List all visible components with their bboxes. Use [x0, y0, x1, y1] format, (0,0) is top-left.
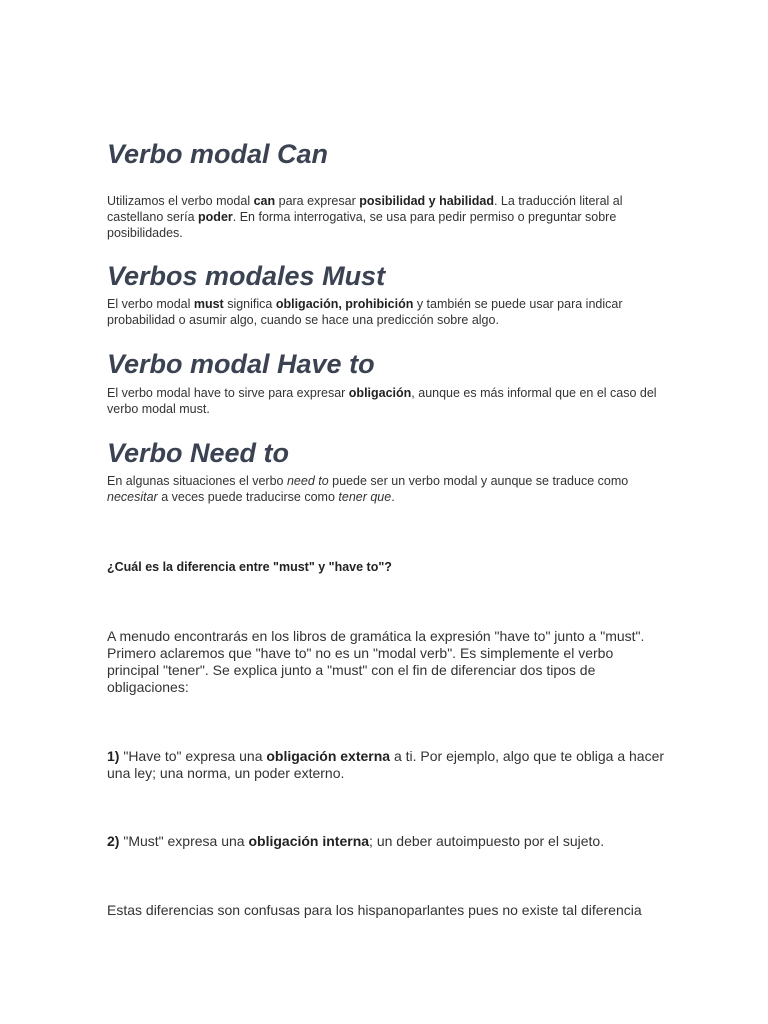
question-heading: ¿Cuál es la diferencia entre "must" y "have to"?	[107, 560, 392, 574]
bold-term: obligación, prohibición	[275, 297, 414, 311]
bold-term: posibilidad y habilidad	[359, 194, 494, 208]
bold-term: obligación externa	[266, 748, 391, 764]
intro-paragraph: A menudo encontrarás en los libros de gramática la expresión "have to" junto a "must". Primero aclaremos que "have to" no es un "modal verb". Es simplemente el verbo principal "tener". Se explica junto a "must" con el fin de diferenciar dos tipos de obligaciones:	[107, 628, 645, 695]
text-run: "Must" expresa una	[119, 833, 249, 849]
closing-block	[107, 902, 688, 919]
intro-block	[107, 628, 668, 696]
point-number: 1)	[107, 748, 120, 764]
text-run: . La traducción literal al castellano sería	[107, 194, 623, 224]
paragraph-have-to	[107, 385, 668, 417]
text-run: .	[391, 490, 395, 504]
text-run: a veces puede traducirse como	[157, 490, 339, 504]
bold-term: poder	[198, 210, 233, 224]
text-run: y también se puede usar para indicar probabilidad o asumir algo, cuando se hace una predicción sobre algo.	[107, 297, 623, 327]
heading-need-to: Verbo Need to	[107, 438, 290, 468]
text-run: El verbo modal have to sirve para expresar	[107, 386, 349, 400]
paragraph-can	[107, 193, 668, 241]
section-have-to	[107, 348, 668, 380]
text-run: , aunque es más informal que en el caso del verbo modal must.	[107, 386, 657, 416]
section-can-body	[107, 193, 668, 241]
section-have-to-body	[107, 385, 668, 417]
text-run: para expresar	[275, 194, 360, 208]
text-run: a ti. Por ejemplo, algo que te obliga a hacer una ley; una norma, un poder externo.	[107, 748, 665, 781]
heading-must: Verbos modales Must	[107, 261, 386, 291]
bold-term: must	[193, 297, 224, 311]
point-1-paragraph	[107, 748, 668, 782]
text-run: significa	[223, 297, 276, 311]
closing-paragraph: Estas diferencias son confusas para los hispanoparlantes pues no existe tal diferencia	[107, 902, 642, 918]
point-2-block	[107, 833, 668, 850]
bold-term: obligación	[348, 386, 412, 400]
text-run: En algunas situaciones el verbo	[107, 474, 287, 488]
paragraph-must	[107, 296, 668, 328]
point-number: 2)	[107, 833, 120, 849]
text-run: ; un deber autoimpuesto por el sujeto.	[369, 833, 605, 849]
point-1-block	[107, 748, 668, 782]
paragraph-need-to	[107, 473, 668, 505]
section-must-body	[107, 296, 668, 328]
point-2-paragraph	[107, 833, 668, 850]
section-must	[107, 260, 668, 292]
text-run: El verbo modal	[107, 297, 194, 311]
text-run: . En forma interrogativa, se usa para pedir permiso o preguntar sobre posibilidades.	[107, 210, 617, 240]
section-can	[107, 138, 668, 170]
section-need-to	[107, 437, 668, 469]
section-need-to-body	[107, 473, 668, 505]
text-run: puede ser un verbo modal y aunque se traduce como	[328, 474, 629, 488]
text-run: Utilizamos el verbo modal	[107, 194, 254, 208]
italic-term: need to	[286, 474, 329, 488]
bold-term: can	[253, 194, 276, 208]
italic-term: tener que	[338, 490, 392, 504]
heading-can: Verbo modal Can	[107, 139, 329, 169]
text-run: "Have to" expresa una	[119, 748, 267, 764]
bold-term: obligación interna	[248, 833, 370, 849]
heading-have-to: Verbo modal Have to	[107, 349, 375, 379]
question-block	[107, 559, 668, 575]
italic-term: necesitar	[107, 490, 158, 504]
